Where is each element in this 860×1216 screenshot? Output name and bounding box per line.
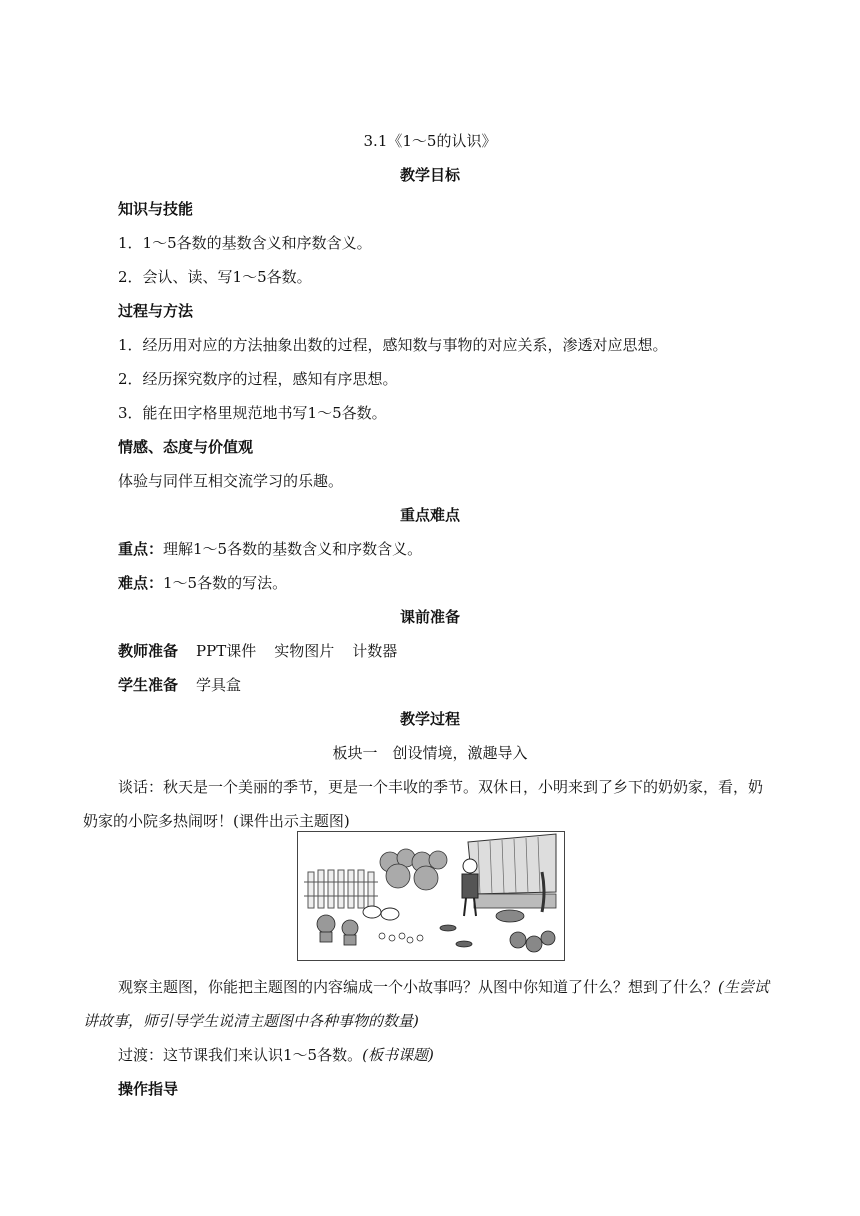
teacher-item: 实物图片: [274, 642, 335, 660]
knowledge-item: 2．会认、读、写1～5各数。: [118, 268, 312, 286]
teacher-item: 计数器: [352, 642, 398, 660]
process-method-item: 2．经历探究数序的过程，感知有序思想。: [118, 370, 398, 388]
observe-paragraph: [83, 970, 777, 1038]
key-text: 理解1～5各数的基数含义和序数含义。: [163, 540, 423, 558]
teaching-process-heading: 教学过程: [399, 710, 460, 728]
preparation-heading: 课前准备: [399, 608, 460, 626]
transition-note: (板书课题): [362, 1046, 434, 1064]
process-method-item: 3．能在田字格里规范地书写1～5各数。: [118, 404, 387, 422]
intro-text: 谈话：秋天是一个美丽的季节，更是一个丰收的季节。双休日，小明来到了乡下的奶奶家，看，奶奶家的小院多热闹呀！: [83, 778, 764, 830]
observe-text: 观察主题图，你能把主题图的内容编成一个小故事吗？从图中你知道了什么？想到了什么？: [118, 978, 719, 996]
student-preparation-line: [118, 675, 241, 695]
theme-illustration: [297, 831, 565, 961]
key-point-line: [118, 539, 422, 559]
operation-guide-heading: 操作指导: [118, 1080, 179, 1098]
block1-title: 板块一 创设情境，激趣导入: [332, 744, 528, 762]
teacher-label: 教师准备: [118, 642, 179, 660]
student-label: 学生准备: [118, 676, 179, 694]
teacher-item: PPT课件: [196, 642, 257, 660]
difficult-label: 难点：: [118, 574, 164, 592]
intro-paragraph: [83, 770, 777, 838]
student-item: 学具盒: [196, 676, 242, 694]
objectives-heading: 教学目标: [399, 166, 460, 184]
knowledge-item: 1．1～5各数的基数含义和序数含义。: [118, 234, 372, 252]
emotion-heading: 情感、态度与价值观: [118, 438, 254, 456]
difficult-text: 1～5各数的写法。: [163, 574, 288, 592]
key-points-heading: 重点难点: [399, 506, 460, 524]
transition-paragraph: [83, 1038, 777, 1072]
emotion-item: 体验与同伴互相交流学习的乐趣。: [118, 472, 344, 490]
courtyard-scene-icon: [298, 832, 564, 960]
intro-note: (课件出示主题图): [233, 812, 350, 830]
document-title: 3.1《1～5的认识》: [363, 132, 497, 150]
teacher-preparation-line: [118, 641, 397, 661]
transition-text: 过渡：这节课我们来认识1～5各数。: [118, 1046, 363, 1064]
knowledge-heading: 知识与技能: [118, 200, 194, 218]
key-label: 重点：: [118, 540, 164, 558]
process-method-item: 1．经历用对应的方法抽象出数的过程，感知数与事物的对应关系，渗透对应思想。: [118, 336, 668, 354]
difficult-point-line: [118, 573, 287, 593]
observe-note: (生尝试讲故事，师引导学生说清主题图中各种事物的数量): [83, 978, 769, 1030]
process-method-heading: 过程与方法: [118, 302, 194, 320]
